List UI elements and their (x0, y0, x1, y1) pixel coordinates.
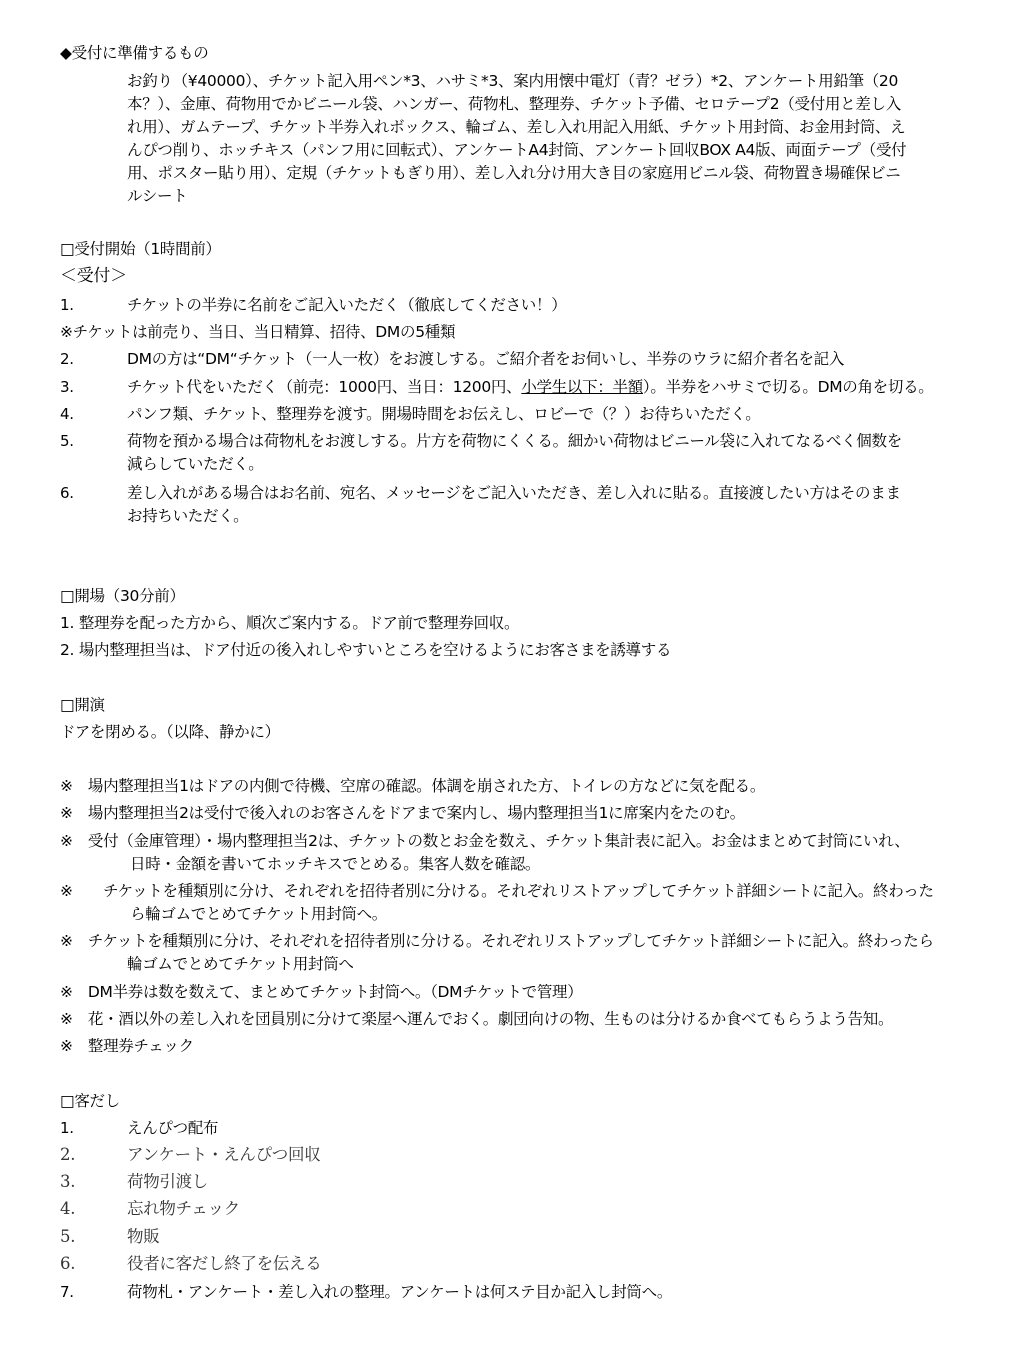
prep-line: 用、ポスター貼り用）、定規（チケットもぎり用）、差し入れ分け用大き目の家庭用ビニル袋、荷物置き場確保ビニ (127, 164, 901, 182)
exit-item: 物販 (127, 1227, 160, 1246)
exit-item: 荷物引渡し (127, 1172, 209, 1191)
reception-item: パンフ類、チケット、整理券を渡す。開場時間をお伝えし、ロビーで（？）お待ちいただく。 (127, 405, 761, 423)
list-number: 1. (60, 296, 74, 314)
exit-item: 役者に客だし終了を伝える (127, 1254, 322, 1273)
list-number: 1. (60, 1119, 74, 1137)
list-number: 2. (60, 350, 74, 368)
performance-note: ※ チケットを種類別に分け、それぞれを招待者別に分ける。それぞれリストアップしてチケット詳細シートに記入。終わったら (60, 932, 934, 950)
list-number: 5. (60, 432, 74, 450)
prep-line: ルシート (127, 187, 188, 205)
list-number: 2. (60, 1145, 76, 1164)
reception-item: 減らしていただく。 (127, 455, 264, 473)
performance-note: ※ DM半券は数を数えて、まとめてチケット封筒へ。（DMチケットで管理） (60, 983, 583, 1001)
reception-item-text: ）。半券をハサミで切る。DMの角を切る。 (642, 378, 934, 396)
list-number: 5. (60, 1227, 76, 1246)
reception-subheading: ＜受付＞ (60, 266, 127, 286)
exit-item: 荷物札・アンケート・差し入れの整理。アンケートは何ステ目か記入し封筒へ。 (127, 1283, 673, 1301)
performance-note: ※ 花・酒以外の差し入れを団員別に分けて楽屋へ運んでおく。劇団向けの物、生ものは分けるか食べてもらうよう告知。 (60, 1010, 894, 1028)
performance-note: ※ 整理券チェック (60, 1037, 194, 1055)
reception-item (127, 376, 933, 398)
performance-text: ドアを閉める。（以降、静かに） (60, 723, 280, 741)
performance-note: ※ 場内整理担当1はドアの内側で待機、空席の確認。体調を崩された方、トイレの方などに気を配る。 (60, 777, 766, 795)
list-number: 7. (60, 1283, 74, 1301)
prep-line: 本？）、金庫、荷物用でかビニール袋、ハンガー、荷物札、整理券、チケット予備、セロテープ2（受付用と差し入 (127, 95, 901, 113)
exit-item: えんぴつ配布 (127, 1119, 219, 1137)
opening-item: 1. 整理券を配った方から、順次ご案内する。ドア前で整理券回収。 (60, 614, 520, 632)
list-number: 4. (60, 405, 74, 423)
exit-item: アンケート・えんぴつ回収 (127, 1145, 321, 1164)
performance-note: 日時・金額を書いてホッチキスでとめる。集客人数を確認。 (130, 855, 541, 873)
underlined-text: 小学生以下：半額 (521, 378, 643, 396)
reception-item: チケットの半券に名前をご記入いただく（徹底してください！） (127, 296, 567, 314)
reception-note: ※チケットは前売り、当日、当日精算、招待、DMの5種類 (60, 323, 456, 341)
performance-note: ※ チケットを種類別に分け、それぞれを招待者別に分ける。それぞれリストアップしてチケット詳細シートに記入。終わった (60, 882, 934, 900)
list-number: 6. (60, 484, 74, 502)
prep-heading: ◆受付に準備するもの (60, 44, 209, 62)
reception-item: 荷物を預かる場合は荷物札をお渡しする。片方を荷物にくくる。細かい荷物はビニール袋に入れてなるべく個数を (127, 432, 902, 450)
reception-item: DMの方は“DM“チケット（一人一枚）をお渡しする。ご紹介者をお伺いし、半券のウラに紹介者名を記入 (127, 350, 845, 368)
reception-item: お持ちいただく。 (127, 507, 249, 525)
list-number: 3. (60, 1172, 76, 1191)
prep-line: お釣り（¥40000）、チケット記入用ペン*3、ハサミ*3、案内用懐中電灯（青？ゼラ）*2、アンケート用鉛筆（20 (127, 72, 899, 90)
performance-note: ら輪ゴムでとめてチケット用封筒へ。 (130, 905, 388, 923)
reception-heading: □受付開始（1時間前） (60, 240, 221, 258)
opening-item: 2. 場内整理担当は、ドア付近の後入れしやすいところを空けるようにお客さまを誘導する (60, 641, 672, 659)
prep-line: んぴつ削り、ホッチキス（パンフ用に回転式）、アンケートA4封筒、アンケート回収BOX A4版、両面テープ（受付 (127, 141, 907, 159)
performance-note: 輪ゴムでとめてチケット用封筒へ (127, 955, 354, 973)
exit-heading: □客だし (60, 1092, 120, 1110)
prep-line: れ用）、ガムテープ、チケット半券入れボックス、輪ゴム、差し入れ用記入用紙、チケット用封筒、お金用封筒、え (127, 118, 906, 136)
reception-item-text: チケット代をいただく（前売：1000円、当日：1200円、 (127, 378, 522, 396)
performance-heading: □開演 (60, 696, 105, 714)
reception-item: 差し入れがある場合はお名前、宛名、メッセージをご記入いただき、差し入れに貼る。直接渡したい方はそのまま (127, 484, 901, 502)
opening-heading: □開場（30分前） (60, 587, 185, 605)
exit-item: 忘れ物チェック (127, 1199, 240, 1218)
performance-note: ※ 受付（金庫管理）・場内整理担当2は、チケットの数とお金を数え、チケット集計表に記入。お金はまとめて封筒にいれ、 (60, 832, 910, 850)
performance-note: ※ 場内整理担当2は受付で後入れのお客さんをドアまで案内し、場内整理担当1に席案内をたのむ。 (60, 804, 745, 822)
list-number: 6. (60, 1254, 76, 1273)
list-number: 3. (60, 378, 74, 396)
list-number: 4. (60, 1199, 76, 1218)
